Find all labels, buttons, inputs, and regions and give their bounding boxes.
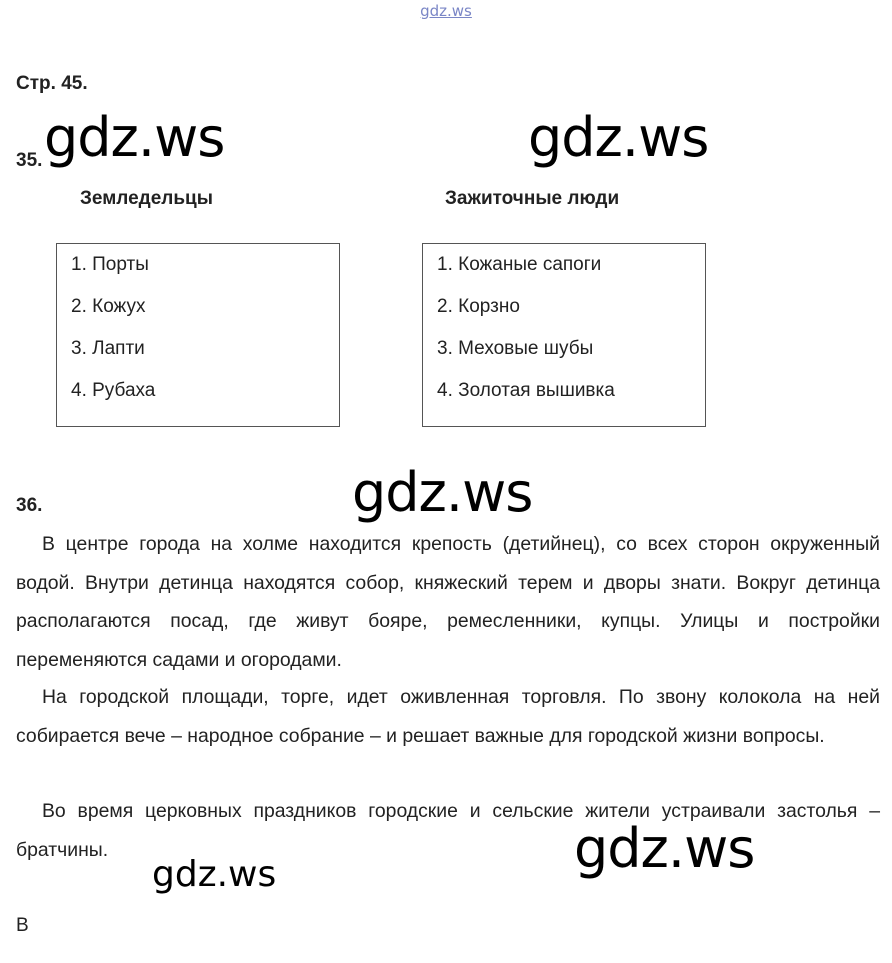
- list-item: 1. Кожаные сапоги: [437, 254, 602, 275]
- cutoff-text: В: [16, 915, 29, 936]
- farmers-list-box: [56, 243, 340, 427]
- watermark-text: gdz.ws: [152, 854, 277, 895]
- list-item: 1. Порты: [71, 254, 149, 275]
- column-title-farmers: Земледельцы: [80, 188, 213, 209]
- task-35-number: 35.: [16, 150, 43, 171]
- paragraph: В центре города на холме находится крепость (детийнец), со всех сторон окруженный водой. Внутри детинца находятся собор, княжеский терем и дворы знати. Вокруг детинца располагаются посад, где живут бояре, ремесленники, купцы. Улицы и постройки переменяются садами и огородами.: [16, 533, 880, 671]
- watermark-text: gdz.ws: [352, 461, 533, 524]
- top-watermark-link[interactable]: gdz.ws: [420, 2, 472, 20]
- paragraph: На городской площади, торге, идет оживленная торговля. По звону колокола на ней собирается вече – народное собрание – и решает важные для городской жизни вопросы.: [16, 686, 880, 747]
- task-36-number: 36.: [16, 495, 43, 516]
- list-item: 2. Корзно: [437, 296, 520, 317]
- list-item: 3. Меховые шубы: [437, 338, 594, 359]
- list-item: 2. Кожух: [71, 296, 146, 317]
- list-item: 4. Золотая вышивка: [437, 380, 615, 401]
- page-label: Стр. 45.: [16, 73, 88, 94]
- list-item: 3. Лапти: [71, 338, 145, 359]
- wealthy-list-box: [422, 243, 706, 427]
- paragraph: Во время церковных праздников городские и сельские жители устраивали застолья – братчины.: [16, 800, 880, 861]
- watermark-text: gdz.ws: [574, 817, 755, 880]
- watermark-text: gdz.ws: [528, 106, 709, 169]
- list-item: 4. Рубаха: [71, 380, 156, 401]
- column-title-wealthy: Зажиточные люди: [445, 188, 620, 209]
- watermark-text: gdz.ws: [44, 106, 225, 169]
